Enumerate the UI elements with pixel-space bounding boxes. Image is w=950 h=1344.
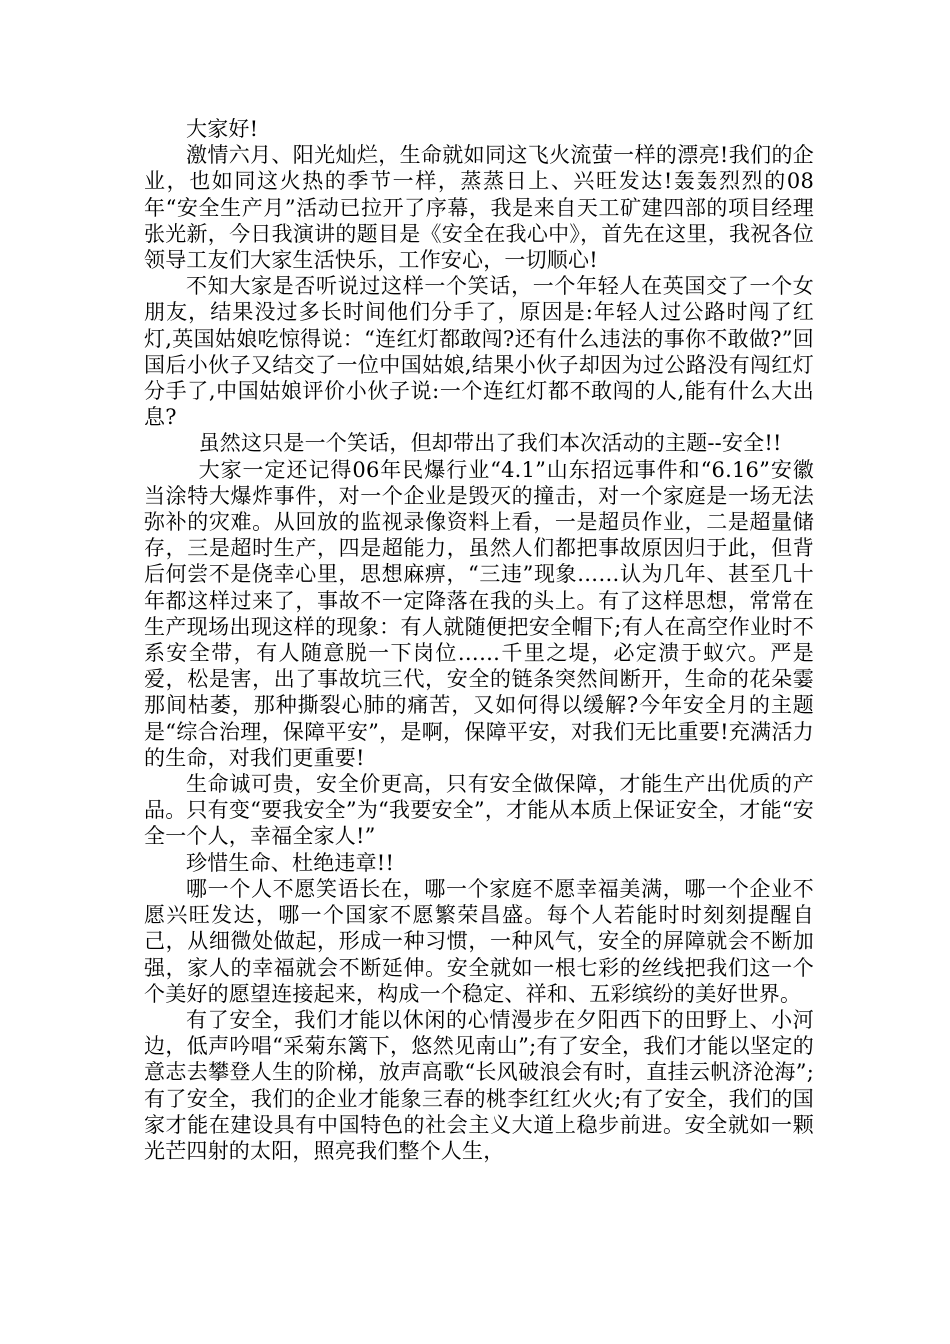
safety-benefit-paragraph: 有了安全，我们才能以休闲的心情漫步在夕阳西下的田野上、小河边，低声吟唱“采菊东篱下，悠然见南山”;有了安全，我们才能以坚定的意志去攀登人生的阶梯，放声高歌“长风破浪会有时，直挂云帆济沧海”;有了安全，我们的企业才能象三春的桃李红红火火;有了安全，我们的国家才能在建设具有中国特色的社会主义大道上稳步前进。安全就如一颗光芒四射的太阳，照亮我们整个人生， — [144, 1007, 814, 1163]
accident-paragraph: 大家一定还记得06年民爆行业“4.1”山东招远事件和“6.16”安徽当涂特大爆炸事件，对一个企业是毁灭的撞击，对一个家庭是一场无法弥补的灾难。从回放的监视录像资料上看，一是超员作业，二是超量储存，三是超时生产，四是超能力，虽然人们都把事故原因归于此，但背后何尝不是侥幸心里，思想麻痹，“三违”现象……认为几年、甚至几十年都这样过来了，事故不一定降落在我的头上。有了这样思想，常常在生产现场出现这样的现象：有人就随便把安全帽下;有人在高空作业时不系安全带，有人随意脱一下岗位……千里之堤，必定溃于蚁穴。严是爱，松是害，出了事故坑三代，安全的链条突然间断开，生命的花朵霎那间枯萎，那种撕裂心肺的痛苦，又如何得以缓解?今年安全月的主题是“综合治理，保障平安”，是啊，保障平安，对我们无比重要!充满活力的生命，对我们更重要! — [144, 457, 814, 770]
greeting-paragraph: 大家好! — [186, 117, 259, 141]
theme-paragraph: 虽然这只是一个笑话，但却带出了我们本次活动的主题--安全!! — [198, 431, 782, 456]
value-paragraph: 生命诚可贵，安全价更高，只有安全做保障，才能生产出优质的产品。只有变“要我安全”为“我要安全”，才能从本质上保证安全，才能“安全一个人，幸福全家人!” — [144, 772, 814, 849]
joke-paragraph: 不知大家是否听说过这样一个笑话，一个年轻人在英国交了一个女朋友，结果没过多长时间他们分手了，原因是:年轻人过公路时闯了红灯,英国姑娘吃惊得说：“连红灯都敢闯?还有什么违法的事你不敢做?”回国后小伙子又结交了一位中国姑娘,结果小伙子却因为过公路没有闯红灯分手了,中国姑娘评价小伙子说:一个连红灯都不敢闯的人,能有什么大出息? — [144, 274, 814, 430]
slogan-paragraph: 珍惜生命、杜绝违章!! — [186, 850, 395, 875]
opening-paragraph: 激情六月、阳光灿烂，生命就如同这飞火流萤一样的漂亮!我们的企业，也如同这火热的季节一样，蒸蒸日上、兴旺发达!轰轰烈烈的08年“安全生产月”活动已拉开了序幕，我是来自天工矿建四部的项目经理张光新，今日我演讲的题目是《安全在我心中》，首先在这里，我祝各位领导工友们大家生活快乐，工作安心，一切顺心! — [144, 143, 814, 273]
speech-body — [144, 116, 814, 1164]
wish-paragraph: 哪一个人不愿笑语长在，哪一个家庭不愿幸福美满，哪一个企业不愿兴旺发达，哪一个国家不愿繁荣昌盛。每个人若能时时刻刻提醒自己，从细微处做起，形成一种习惯，一种风气，安全的屏障就会不断加强，家人的幸福就会不断延伸。安全就如一根七彩的丝线把我们这一个个美好的愿望连接起来，构成一个稳定、祥和、五彩缤纷的美好世界。 — [144, 876, 814, 1006]
